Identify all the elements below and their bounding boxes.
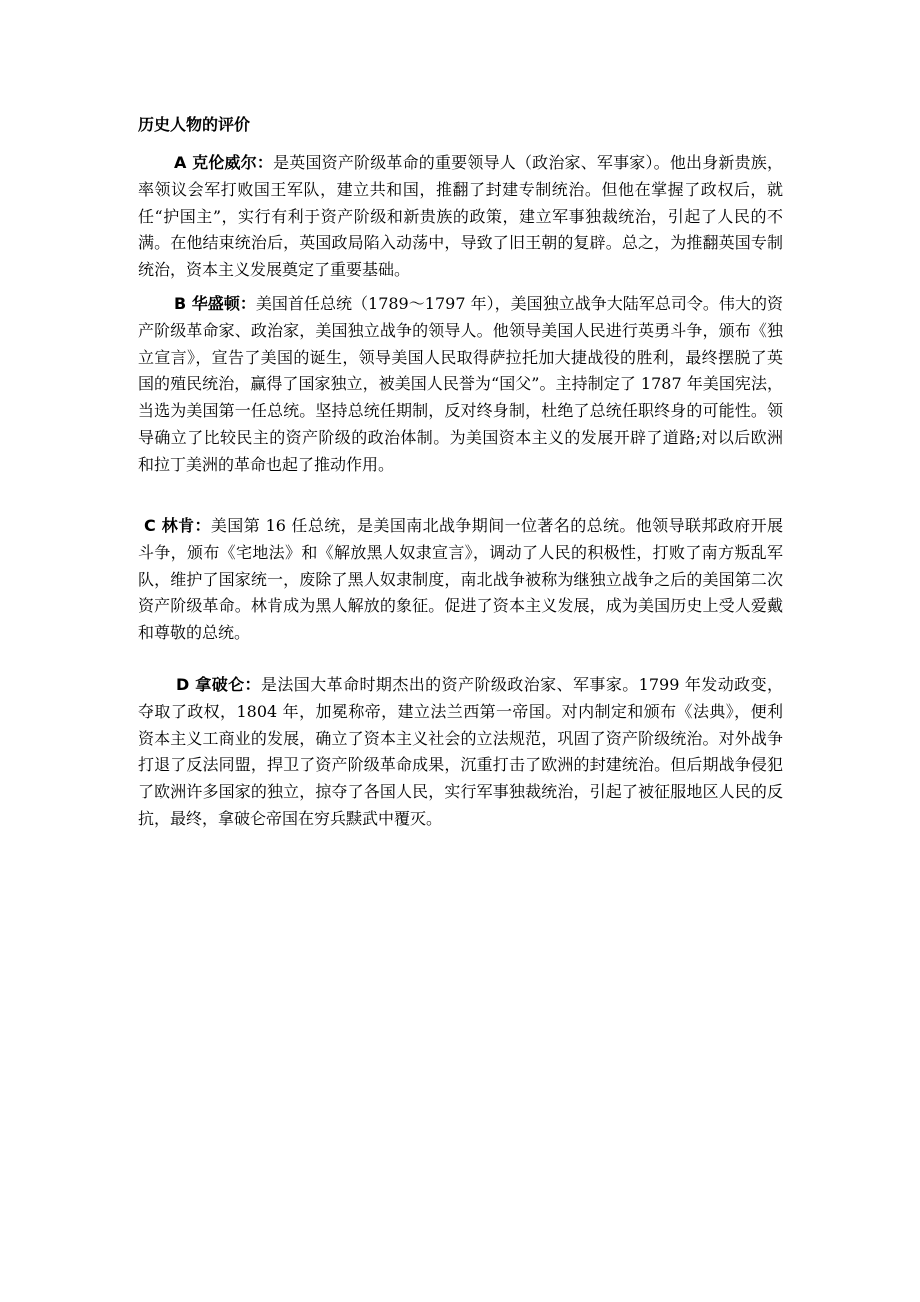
section-lincoln	[138, 513, 783, 647]
section-washington	[138, 291, 783, 479]
document-title: 历史人物的评价	[138, 115, 251, 134]
section-label: C 林肯：	[144, 516, 211, 535]
section-text: 美国第 16 任总统，是美国南北战争期间一位著名的总统。他领导联邦政府开展斗争，颁布《宅地法》和《解放黑人奴隶宣言》，调动了人民的积极性，打败了南方叛乱军队，维护了国家统一，废除了黑人奴隶制度，南北战争被称为继独立战争之后的美国第二次资产阶级革命。林肯成为黑人解放的象征。促进了资本主义发展，成为美国历史上受人爱戴和尊敬的总统。	[138, 516, 783, 643]
section-label: B 华盛顿：	[174, 294, 256, 313]
section-cromwell	[138, 150, 783, 284]
section-label: A 克伦威尔：	[174, 153, 274, 172]
section-napoleon	[138, 672, 783, 833]
section-text: 是英国资产阶级革命的重要领导人（政治家、军事家）。他出身新贵族，率领议会军打败国王军队，建立共和国，推翻了封建专制统治。但他在掌握了政权后，就任“护国主”，实行有利于资产阶级和新贵族的政策，建立军事独裁统治，引起了人民的不满。在他结束统治后，英国政局陷入动荡中，导致了旧王朝的复辟。总之，为推翻英国专制统治，资本主义发展奠定了重要基础。	[138, 153, 783, 280]
section-text: 是法国大革命时期杰出的资产阶级政治家、军事家。1799 年发动政变，夺取了政权，1804 年，加冕称帝，建立法兰西第一帝国。对内制定和颁布《法典》，便利资本主义工商业的发展，确立了资本主义社会的立法规范，巩固了资产阶级统治。对外战争打退了反法同盟，捍卫了资产阶级革命成果，沉重打击了欧洲的封建统治。但后期战争侵犯了欧洲许多国家的独立，掠夺了各国人民，实行军事独裁统治，引起了被征服地区人民的反抗，最终，拿破仑帝国在穷兵黩武中覆灭。	[138, 675, 783, 828]
section-label: D 拿破仑：	[176, 675, 261, 694]
section-text: 美国首任总统（1789～1797 年），美国独立战争大陆军总司令。伟大的资产阶级革命家、政治家，美国独立战争的领导人。他领导美国人民进行英勇斗争，颁布《独立宣言》，宣告了美国的诞生，领导美国人民取得萨拉托加大捷战役的胜利，最终摆脱了英国的殖民统治，赢得了国家独立，被美国人民誉为“国父”。主持制定了 1787 年美国宪法，当选为美国第一任总统。坚持总统任期制，反对终身制，杜绝了总统任职终身的可能性。领导确立了比较民主的资产阶级的政治体制。为美国资本主义的发展开辟了道路;对以后欧洲和拉丁美洲的革命也起了推动作用。	[138, 294, 783, 474]
